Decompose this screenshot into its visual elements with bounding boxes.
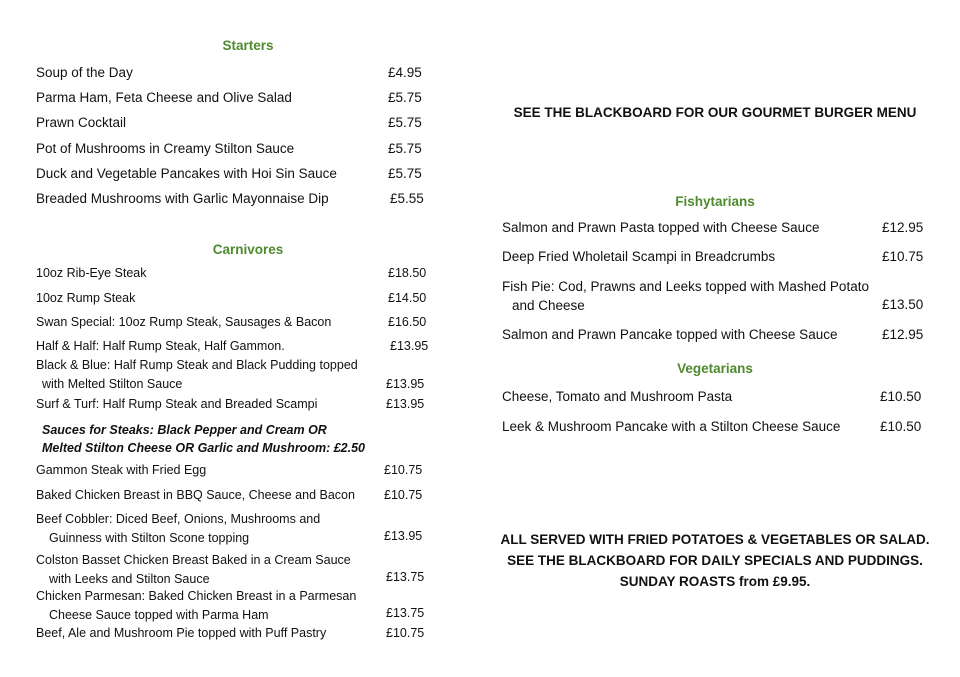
fish-item-price: £12.95 [882,327,924,342]
carnivore-item-name: Swan Special: 10oz Rump Steak, Sausages & Bacon [36,315,332,329]
starter-item-price: £5.75 [388,90,422,105]
carnivore-item-line1: Beef Cobbler: Diced Beef, Onions, Mushrooms and [36,512,321,526]
carnivore-item-name [36,587,376,624]
starter-item-name: Breaded Mushrooms with Garlic Mayonnaise Dip [36,191,329,206]
starter-item-price: £5.55 [390,191,424,206]
carnivore-item-name [36,510,376,547]
carnivore-item-price: £13.75 [386,570,425,584]
steak-sauces-note [42,421,382,457]
carnivore-item-price: £13.95 [386,377,425,391]
carnivore-item-name [36,551,376,588]
carnivore-item-name [36,356,376,393]
carnivore-item-price: £10.75 [386,626,425,640]
footer-line1: ALL SERVED WITH FRIED POTATOES & VEGETABLES OR SALAD. [500,532,930,547]
carnivore-item-line2: Guinness with Stilton Scone topping [49,530,250,545]
veg-item-name: Cheese, Tomato and Mushroom Pasta [502,389,733,404]
fish-item-price: £12.95 [882,220,924,235]
fishytarians-heading: Fishytarians [675,194,755,209]
carnivore-item-line1: Black & Blue: Half Rump Steak and Black Pudding topped [36,358,358,372]
carnivore-item-name: Beef, Ale and Mushroom Pie topped with Puff Pastry [36,626,327,640]
carnivore-item-price: £10.75 [384,488,423,502]
carnivore-item-line1: Chicken Parmesan: Baked Chicken Breast in a Parmesan [36,589,357,603]
carnivore-item-name: 10oz Rib-Eye Steak [36,266,147,280]
steak-sauces-line2: Melted Stilton Cheese OR Garlic and Mushroom: £2.50 [42,441,365,455]
carnivore-item-price: £18.50 [388,266,427,280]
footer-line2: SEE THE BLACKBOARD FOR DAILY SPECIALS AND PUDDINGS. [507,553,923,568]
carnivore-item-price: £14.50 [388,291,427,305]
steak-sauces-line1: Sauces for Steaks: Black Pepper and Cream OR [42,423,327,437]
carnivore-item-line1: Colston Basset Chicken Breast Baked in a Cream Sauce [36,553,351,567]
carnivore-item-name: Baked Chicken Breast in BBQ Sauce, Cheese and Bacon [36,488,355,502]
carnivore-item-line2: Cheese Sauce topped with Parma Ham [49,607,269,622]
starter-item-name: Parma Ham, Feta Cheese and Olive Salad [36,90,292,105]
carnivore-item-price: £10.75 [384,463,423,477]
starter-item-price: £5.75 [388,115,422,130]
fish-item-name: Deep Fried Wholetail Scampi in Breadcrumbs [502,249,776,264]
fish-item-line1: Fish Pie: Cod, Prawns and Leeks topped with Mashed Potato [502,279,869,294]
veg-item-price: £10.50 [880,419,922,434]
burger-menu-note: SEE THE BLACKBOARD FOR OUR GOURMET BURGER MENU [513,105,917,120]
carnivore-item-line2: with Leeks and Stilton Sauce [49,571,210,586]
fish-item-line2: and Cheese [512,298,585,313]
carnivore-item-line2: with Melted Stilton Sauce [42,376,183,391]
carnivore-item-price: £13.95 [386,397,425,411]
starter-item-name: Duck and Vegetable Pancakes with Hoi Sin Sauce [36,166,337,181]
vegetarians-heading: Vegetarians [677,361,753,376]
footer-line3: SUNDAY ROASTS from £9.95. [619,574,811,589]
footer-note [480,529,950,592]
starter-item-name: Soup of the Day [36,65,133,80]
carnivore-item-price: £13.95 [384,529,423,543]
fish-item-price: £10.75 [882,249,924,264]
fish-item-name: Salmon and Prawn Pancake topped with Cheese Sauce [502,327,838,342]
veg-item-price: £10.50 [880,389,922,404]
carnivore-item-price: £13.75 [386,606,425,620]
carnivore-item-name: 10oz Rump Steak [36,291,136,305]
starter-item-name: Pot of Mushrooms in Creamy Stilton Sauce [36,141,295,156]
fish-item-name [502,277,872,315]
veg-item-name: Leek & Mushroom Pancake with a Stilton Cheese Sauce [502,419,841,434]
carnivore-item-price: £13.95 [390,339,429,353]
carnivores-heading: Carnivores [212,242,284,257]
starter-item-price: £4.95 [388,65,422,80]
starter-item-price: £5.75 [388,166,422,181]
starter-item-name: Prawn Cocktail [36,115,127,130]
fish-item-name: Salmon and Prawn Pasta topped with Cheese Sauce [502,220,820,235]
carnivore-item-name: Half & Half: Half Rump Steak, Half Gammon. [36,339,285,353]
carnivore-item-name: Gammon Steak with Fried Egg [36,463,207,477]
carnivore-item-price: £16.50 [388,315,427,329]
fish-item-price: £13.50 [882,297,924,312]
starters-heading: Starters [222,38,274,53]
carnivore-item-name: Surf & Turf: Half Rump Steak and Breaded Scampi [36,397,318,411]
starter-item-price: £5.75 [388,141,422,156]
